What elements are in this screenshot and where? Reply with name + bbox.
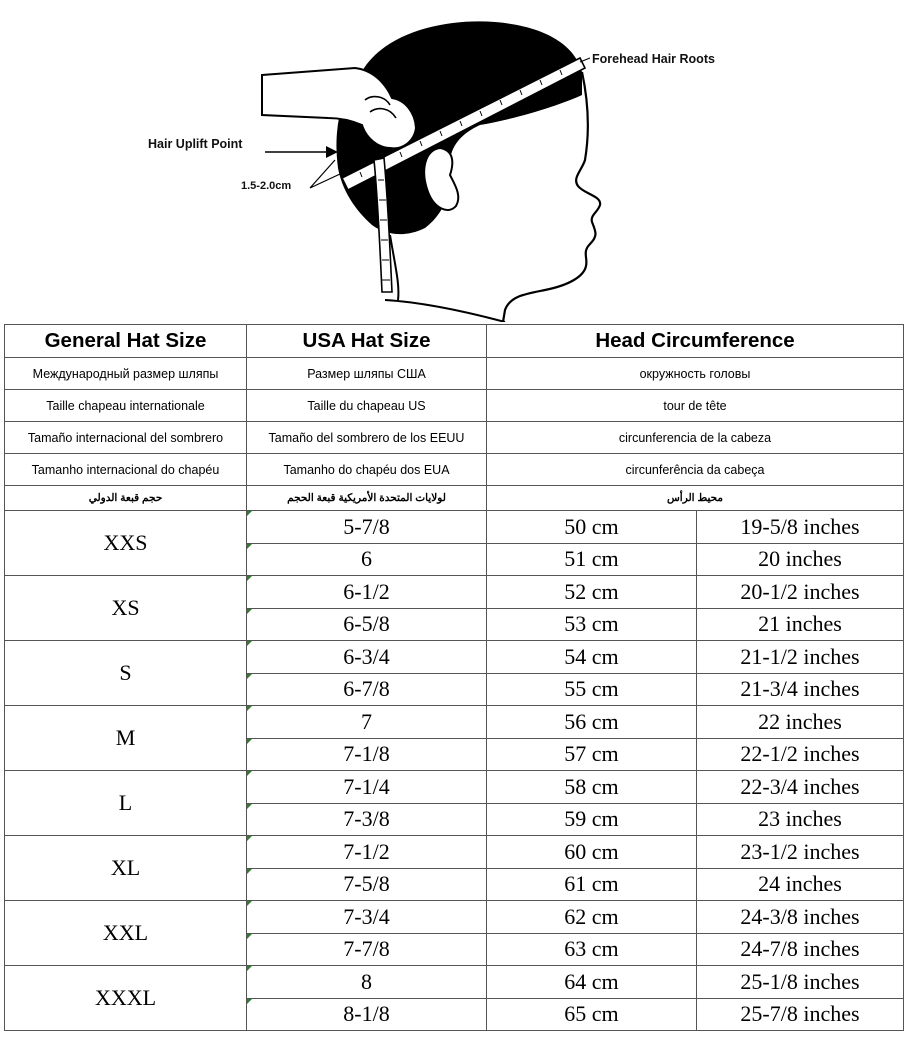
usa-size-value: 6-7/8 bbox=[343, 676, 390, 702]
head-circumference-inches-cell: 21-3/4 inches bbox=[697, 673, 904, 706]
usa-size-value: 6 bbox=[361, 546, 372, 572]
head-circumference-cm-cell: 63 cm bbox=[487, 933, 697, 966]
size-row bbox=[5, 511, 904, 544]
head-circumference-inches-cell: 21-1/2 inches bbox=[697, 641, 904, 674]
general-size-cell: XXL bbox=[5, 901, 247, 966]
general-size-cell: XXXL bbox=[5, 966, 247, 1031]
head-circumference-cm-cell: 62 cm bbox=[487, 901, 697, 934]
head-circumference-cm-cell: 50 cm bbox=[487, 511, 697, 544]
general-size-cell: XL bbox=[5, 836, 247, 901]
head-circumference-cm-cell: 61 cm bbox=[487, 868, 697, 901]
cell-comment-marker-icon bbox=[247, 869, 252, 874]
usa-size-value: 7-1/2 bbox=[343, 838, 390, 864]
translation-cell: circunferência da cabeça bbox=[487, 454, 904, 486]
usa-size-cell bbox=[247, 543, 487, 576]
head-measurement-illustration bbox=[0, 0, 909, 322]
header-head-circumference: Head Circumference bbox=[487, 325, 904, 358]
translation-row-spanish bbox=[5, 422, 904, 454]
head-circumference-inches-cell: 25-7/8 inches bbox=[697, 998, 904, 1031]
header-general: General Hat Size bbox=[5, 325, 247, 358]
head-circumference-cm-cell: 52 cm bbox=[487, 576, 697, 609]
usa-size-value: 7-1/8 bbox=[343, 741, 390, 767]
cell-comment-marker-icon bbox=[247, 511, 252, 516]
forehead-hair-roots-label: Forehead Hair Roots bbox=[592, 52, 715, 66]
translation-cell: محيط الرأس bbox=[487, 486, 904, 511]
usa-size-value: 7-3/8 bbox=[343, 806, 390, 832]
usa-size-value: 8-1/8 bbox=[343, 1001, 390, 1027]
usa-size-cell bbox=[247, 901, 487, 934]
usa-size-value: 7-7/8 bbox=[343, 936, 390, 962]
head-circumference-cm-cell: 56 cm bbox=[487, 706, 697, 739]
head-circumference-inches-cell: 24 inches bbox=[697, 868, 904, 901]
translation-cell: tour de tête bbox=[487, 390, 904, 422]
translation-cell: Размер шляпы США bbox=[247, 358, 487, 390]
size-row bbox=[5, 966, 904, 999]
general-size-cell: M bbox=[5, 706, 247, 771]
distance-label: 1.5-2.0cm bbox=[241, 180, 292, 192]
head-circumference-inches-cell: 22 inches bbox=[697, 706, 904, 739]
usa-size-value: 7-1/4 bbox=[343, 773, 390, 799]
usa-size-cell bbox=[247, 641, 487, 674]
header-usa: USA Hat Size bbox=[247, 325, 487, 358]
usa-size-cell bbox=[247, 836, 487, 869]
usa-size-cell bbox=[247, 738, 487, 771]
head-circumference-inches-cell: 20 inches bbox=[697, 543, 904, 576]
shoulder-line bbox=[385, 300, 505, 322]
size-row bbox=[5, 836, 904, 869]
size-row bbox=[5, 641, 904, 674]
general-size-cell: XS bbox=[5, 576, 247, 641]
usa-size-value: 7 bbox=[361, 708, 372, 734]
translation-cell: Tamanho do chapéu dos EUA bbox=[247, 454, 487, 486]
translation-cell: Tamaño del sombrero de los EEUU bbox=[247, 422, 487, 454]
usa-size-cell bbox=[247, 576, 487, 609]
usa-size-value: 6-3/4 bbox=[343, 643, 390, 669]
head-circumference-cm-cell: 53 cm bbox=[487, 608, 697, 641]
translation-cell: Международный размер шляпы bbox=[5, 358, 247, 390]
cell-comment-marker-icon bbox=[247, 641, 252, 646]
translation-cell: Taille chapeau internationale bbox=[5, 390, 247, 422]
head-circumference-cm-cell: 64 cm bbox=[487, 966, 697, 999]
cell-comment-marker-icon bbox=[247, 771, 252, 776]
usa-size-value: 5-7/8 bbox=[343, 513, 390, 539]
size-row bbox=[5, 706, 904, 739]
cell-comment-marker-icon bbox=[247, 836, 252, 841]
usa-size-cell bbox=[247, 933, 487, 966]
translation-row-portuguese bbox=[5, 454, 904, 486]
translation-cell: circunferencia de la cabeza bbox=[487, 422, 904, 454]
header-row bbox=[5, 325, 904, 358]
usa-size-value: 7-5/8 bbox=[343, 871, 390, 897]
head-circumference-inches-cell: 19-5/8 inches bbox=[697, 511, 904, 544]
general-size-cell: L bbox=[5, 771, 247, 836]
head-circumference-cm-cell: 55 cm bbox=[487, 673, 697, 706]
head-circumference-cm-cell: 54 cm bbox=[487, 641, 697, 674]
usa-size-cell bbox=[247, 511, 487, 544]
head-circumference-cm-cell: 58 cm bbox=[487, 771, 697, 804]
cell-comment-marker-icon bbox=[247, 544, 252, 549]
size-row bbox=[5, 576, 904, 609]
cell-comment-marker-icon bbox=[247, 966, 252, 971]
head-circumference-cm-cell: 65 cm bbox=[487, 998, 697, 1031]
general-size-cell: XXS bbox=[5, 511, 247, 576]
head-circumference-inches-cell: 24-7/8 inches bbox=[697, 933, 904, 966]
usa-size-cell bbox=[247, 673, 487, 706]
cell-comment-marker-icon bbox=[247, 999, 252, 1004]
head-circumference-cm-cell: 59 cm bbox=[487, 803, 697, 836]
translation-cell: Tamanho internacional do chapéu bbox=[5, 454, 247, 486]
usa-size-value: 6-1/2 bbox=[343, 578, 390, 604]
cell-comment-marker-icon bbox=[247, 934, 252, 939]
translation-cell: لولايات المتحدة الأمريكية قبعة الحجم bbox=[247, 486, 487, 511]
usa-size-cell bbox=[247, 868, 487, 901]
translation-cell: Taille du chapeau US bbox=[247, 390, 487, 422]
head-circumference-inches-cell: 20-1/2 inches bbox=[697, 576, 904, 609]
head-circumference-inches-cell: 22-1/2 inches bbox=[697, 738, 904, 771]
head-circumference-inches-cell: 25-1/8 inches bbox=[697, 966, 904, 999]
cell-comment-marker-icon bbox=[247, 739, 252, 744]
cell-comment-marker-icon bbox=[247, 609, 252, 614]
translation-cell: Tamaño internacional del sombrero bbox=[5, 422, 247, 454]
usa-size-cell bbox=[247, 803, 487, 836]
size-row bbox=[5, 771, 904, 804]
translation-row-arabic bbox=[5, 486, 904, 511]
usa-size-cell bbox=[247, 998, 487, 1031]
translation-row-russian bbox=[5, 358, 904, 390]
head-circumference-inches-cell: 22-3/4 inches bbox=[697, 771, 904, 804]
cell-comment-marker-icon bbox=[247, 674, 252, 679]
general-size-cell: S bbox=[5, 641, 247, 706]
usa-size-value: 7-3/4 bbox=[343, 903, 390, 929]
usa-size-value: 8 bbox=[361, 968, 372, 994]
size-row bbox=[5, 901, 904, 934]
head-circumference-inches-cell: 23 inches bbox=[697, 803, 904, 836]
head-circumference-cm-cell: 60 cm bbox=[487, 836, 697, 869]
hat-size-table-body bbox=[5, 325, 904, 1031]
head-circumference-cm-cell: 57 cm bbox=[487, 738, 697, 771]
usa-size-value: 6-5/8 bbox=[343, 611, 390, 637]
translation-row-french bbox=[5, 390, 904, 422]
usa-size-cell bbox=[247, 706, 487, 739]
hat-size-table bbox=[4, 324, 904, 1031]
cell-comment-marker-icon bbox=[247, 576, 252, 581]
head-circumference-inches-cell: 23-1/2 inches bbox=[697, 836, 904, 869]
cell-comment-marker-icon bbox=[247, 804, 252, 809]
head-circumference-inches-cell: 21 inches bbox=[697, 608, 904, 641]
hair-uplift-point-label: Hair Uplift Point bbox=[148, 137, 243, 151]
usa-size-cell bbox=[247, 608, 487, 641]
cell-comment-marker-icon bbox=[247, 706, 252, 711]
translation-cell: حجم قبعة الدولي bbox=[5, 486, 247, 511]
translation-cell: окружность головы bbox=[487, 358, 904, 390]
cell-comment-marker-icon bbox=[247, 901, 252, 906]
usa-size-cell bbox=[247, 771, 487, 804]
usa-size-cell bbox=[247, 966, 487, 999]
distance-bracket bbox=[310, 160, 340, 188]
head-circumference-cm-cell: 51 cm bbox=[487, 543, 697, 576]
head-circumference-inches-cell: 24-3/8 inches bbox=[697, 901, 904, 934]
